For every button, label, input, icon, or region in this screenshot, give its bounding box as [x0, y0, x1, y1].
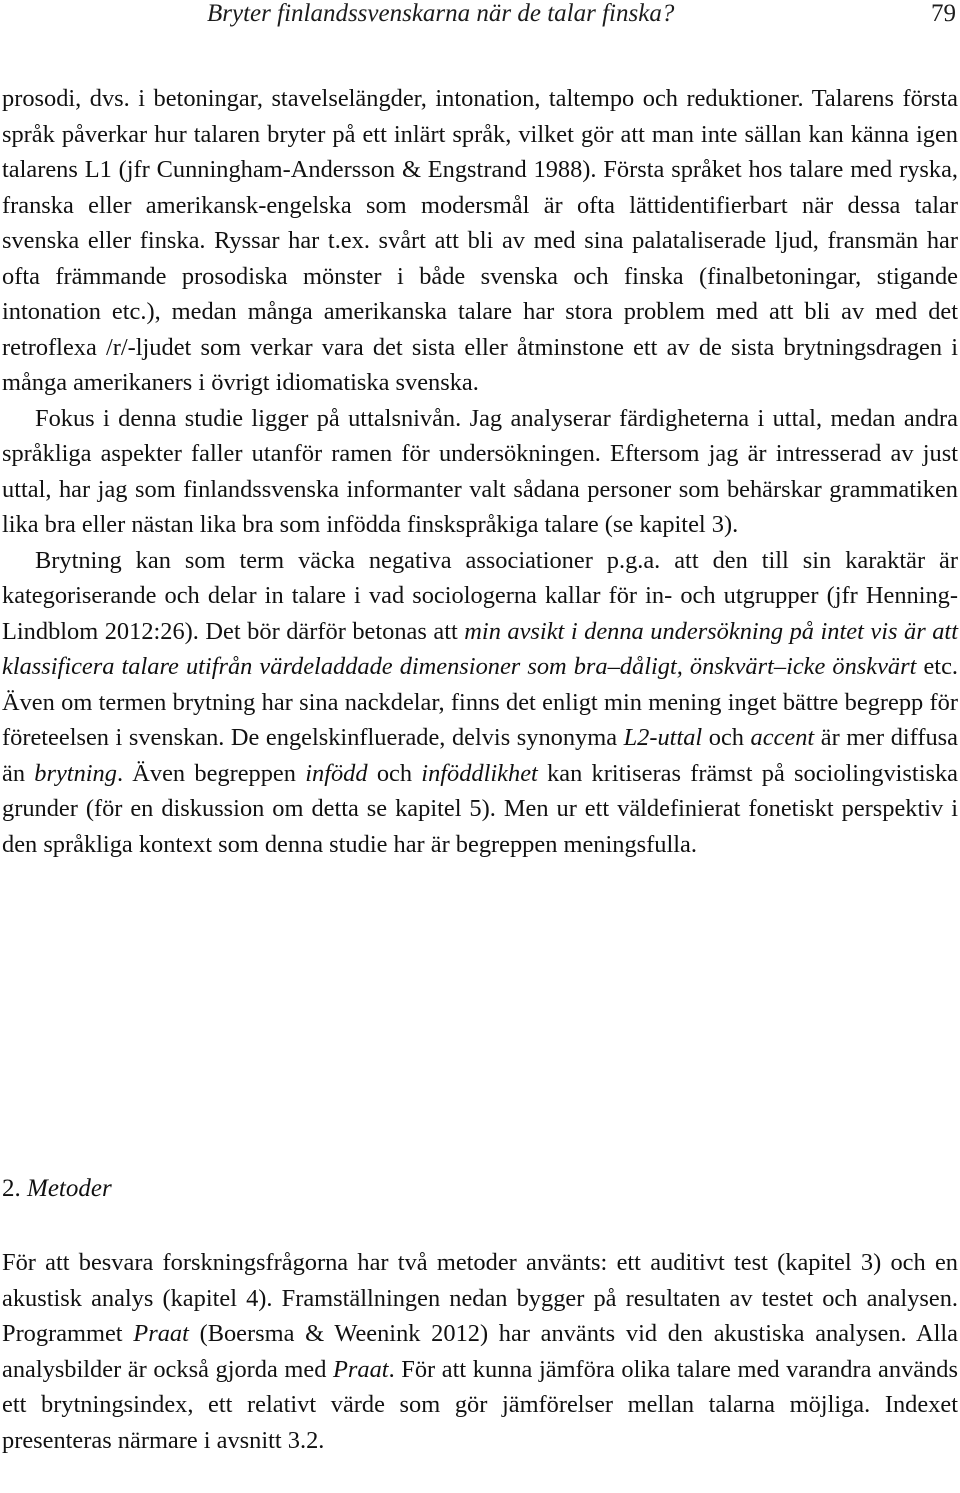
section-title: Metoder — [27, 1175, 112, 1202]
paragraph-prosody: prosodi, dvs. i betoningar, stavelselängder, intonation, taltempo och reduktioner. Talarens första språk påverkar hur talaren bryter på ett inlärt språk, vilket gör att man inte sällan kan känna igen talarens L1 (jfr Cunningham-Andersson & Engstrand 1988). Första språket hos talare med ryska, franska eller amerikansk-engelska som modersmål är ofta lättidentifierbart när dessa talar svenska eller finska. Ryssar har t.ex. svårt att bli av med sina palataliserade ljud, fransmän har ofta främmande prosodiska mönster i både svenska och finska (finalbetoningar, stigande intonation etc.), medan många amerikanska talare har stora problem med att bli av med det retroflexa /r/-ljudet som verkar vara det sista eller åtminstone ett av de sista brytningsdragen i många amerikaners i övrigt idiomatiska svenska. — [2, 85, 958, 396]
text-span: (Boersma & Weenink 2012) har använts vid den akustiska analysen. Alla analysbilder är också gjorda med — [2, 1320, 959, 1383]
italic-term: brytning — [34, 759, 117, 787]
section-number: 2. — [2, 1175, 21, 1202]
page-number: 79 — [931, 0, 956, 27]
italic-term: accent — [750, 724, 815, 751]
section-heading — [2, 1174, 112, 1204]
italic-term: infödd — [305, 759, 368, 787]
running-header-title: Bryter finlandssvenskarna när de talar finska? — [207, 0, 675, 27]
text-span: Brytning kan som term väcka negativa associationer p.g.a. att den till sin karaktär är kategoriserande och delar in talare i vad sociologerna kallar för in- och utgrupper (jfr Henning-Lindblom 2012:26). Det bör därför betonas att — [2, 546, 958, 645]
text-span: . Även begreppen — [116, 759, 306, 787]
methods-text-block — [2, 1245, 958, 1458]
italic-term: L2-uttal — [623, 724, 703, 751]
paragraph-methods — [2, 1245, 958, 1458]
text-span: och — [702, 724, 751, 751]
paragraph-focus: Fokus i denna studie ligger på uttalsnivån. Jag analyserar färdigheterna i uttal, medan andra språkliga aspekter faller utanför ramen för undersökningen. Eftersom jag är intresserad av just uttal, har jag som finlandssvenska informanter valt sådana personer som behärskar grammatiken lika bra eller nästan lika bra som infödda finskspråkiga talare (se kapitel 3). — [2, 404, 958, 538]
text-span: och — [367, 759, 422, 787]
text-span: är mer diffusa än — [2, 724, 959, 787]
text-span: etc. Även om termen brytning har sina nackdelar, finns det enligt min mening inget bättre begrepp för företeelsen i svenskan. De engelskinfluerade, delvis synonyma — [2, 653, 959, 751]
italic-term: Praat — [133, 1320, 189, 1347]
main-text-block — [2, 81, 958, 862]
text-span: För att besvara forskningsfrågorna har två metoder använts: ett auditivt test (kapitel 3) och en akustisk analys (kapitel 4). Framställningen nedan bygger på resultaten av testet och analysen. Programmet — [2, 1249, 958, 1347]
italic-term: Praat — [333, 1355, 389, 1383]
italic-span: min avsikt i denna undersökning på intet vis är att klassificera talare utifrån värdeladdade dimensioner som bra–dåligt, önskvärt–icke önskvärt — [2, 617, 958, 680]
paragraph-terminology — [2, 543, 958, 863]
running-header — [0, 0, 960, 40]
text-span: . För att kunna jämföra olika talare med varandra används ett brytningsindex, ett relativt värde som gör jämförelser mellan talarna möjliga. Indexet presenteras närmare i avsnitt 3.2. — [2, 1355, 958, 1454]
italic-term: inföddlikhet — [421, 759, 538, 787]
text-span: kan kritiseras främst på sociolingvistiska grunder (för en diskussion om detta se kapitel 5). Men ur ett väldefinierat fonetiskt perspektiv i den språkliga kontext som denna studie har är begreppen meningsfulla. — [2, 759, 958, 858]
